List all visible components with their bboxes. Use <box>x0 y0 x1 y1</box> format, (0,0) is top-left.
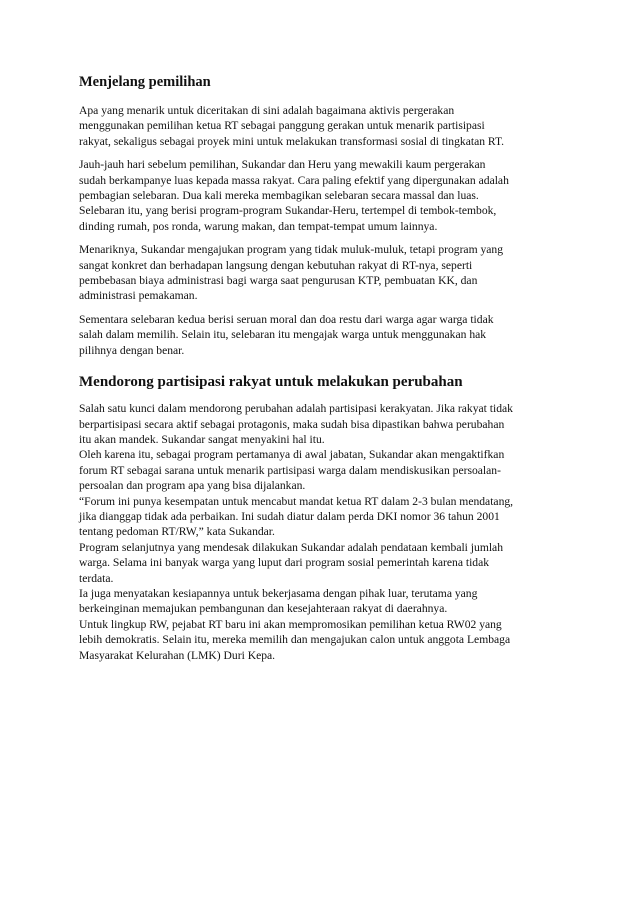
text-line: berkeinginan memajukan pembangunan dan kesejahteraan rakyat di daerahnya. <box>79 602 448 616</box>
text-line: Masyarakat Kelurahan (LMK) Duri Kepa. <box>79 648 276 662</box>
text-line: jika dianggap tidak ada perbaikan. Ini sudah diatur dalam perda DKI nomor 36 tahun 2001 <box>79 509 500 523</box>
paragraph <box>79 103 564 149</box>
text-line: administrasi pemakaman. <box>79 289 198 303</box>
document-page <box>79 72 564 663</box>
text-line: Jauh-jauh hari sebelum pemilihan, Sukandar dan Heru yang mewakili kaum pergerakan <box>79 158 486 172</box>
paragraph <box>79 242 564 304</box>
text-line: “Forum ini punya kesempatan untuk mencabut mandat ketua RT dalam 2-3 bulan mendatang, <box>79 494 514 508</box>
text-line: dinding rumah, pos ronda, warung makan, dan tempat-tempat umum lainnya. <box>79 219 438 233</box>
text-line: menggunakan pemilihan ketua RT sebagai panggung gerakan untuk menarik partisipasi <box>79 119 485 133</box>
text-line: berpartisipasi secara aktif sebagai protagonis, maka sudah bisa dipastikan bahwa perubahan <box>79 417 505 431</box>
text-line: persoalan dan program apa yang bisa dijalankan. <box>79 479 306 493</box>
text-line: pembebasan biaya administrasi bagi warga saat pengurusan KTP, pembuatan KK, dan <box>79 274 478 288</box>
section2-body <box>79 401 564 663</box>
text-line: Apa yang menarik untuk diceritakan di sini adalah bagaimana aktivis pergerakan <box>79 104 455 117</box>
text-line: Selebaran itu, yang berisi program-program Sukandar-Heru, tertempel di tembok-tembok, <box>79 204 497 218</box>
section-heading-mendorong-partisipasi: Mendorong partisipasi rakyat untuk melakukan perubahan <box>79 374 463 391</box>
text-line: Untuk lingkup RW, pejabat RT baru ini akan mempromosikan pemilihan ketua RW02 yang <box>79 617 502 631</box>
text-line: Oleh karena itu, sebagai program pertamanya di awal jabatan, Sukandar akan mengaktifkan <box>79 448 505 462</box>
paragraph <box>79 447 564 493</box>
text-line: terdata. <box>79 571 114 585</box>
paragraph <box>79 586 564 617</box>
text-line: Menariknya, Sukandar mengajukan program yang tidak muluk-muluk, tetapi program yang <box>79 243 504 257</box>
text-line: rakyat, sekaligus sebagai proyek mini untuk melakukan transformasi sosial di tingkatan RT. <box>79 134 505 148</box>
text-line: Salah satu kunci dalam mendorong perubahan adalah partisipasi kerakyatan. Jika rakyat tidak <box>79 402 513 416</box>
paragraph <box>79 617 564 663</box>
text-line: lebih demokratis. Selain itu, mereka memilih dan mengajukan calon untuk anggota Lembaga <box>79 633 511 647</box>
text-line: pilihnya dengan benar. <box>79 343 185 357</box>
paragraph <box>79 494 564 540</box>
paragraph <box>79 312 564 358</box>
paragraph <box>79 540 564 586</box>
text-line: Ia juga menyatakan kesiapannya untuk bekerjasama dengan pihak luar, terutama yang <box>79 586 478 600</box>
text-line: salah dalam memilih. Selain itu, selebaran itu mengajak warga untuk menggunakan hak <box>79 328 487 342</box>
paragraph <box>79 157 564 234</box>
text-line: sudah berkampanye luas kepada massa rakyat. Cara paling efektif yang dipergunakan adalah <box>79 173 509 187</box>
text-line: warga. Selama ini banyak warga yang luput dari program sosial pemerintah karena tidak <box>79 556 490 570</box>
text-line: sangat konkret dan berhadapan langsung dengan kebutuhan rakyat di RT-nya, seperti <box>79 258 473 272</box>
text-line: tentang pedoman RT/RW,” kata Sukandar. <box>79 525 275 539</box>
text-line: Program selanjutnya yang mendesak dilakukan Sukandar adalah pendataan kembali jumlah <box>79 540 504 554</box>
text-line: itu akan mandek. Sukandar sangat menyakini hal itu. <box>79 432 325 446</box>
text-line: Sementara selebaran kedua berisi seruan moral dan doa restu dari warga agar warga tidak <box>79 312 494 326</box>
paragraph <box>79 401 564 447</box>
section-heading-menjelang-pemilihan: Menjelang pemilihan <box>79 74 211 90</box>
section1-body <box>79 103 564 358</box>
text-line: forum RT sebagai sarana untuk menarik partisipasi warga dalam mendiskusikan persoalan- <box>79 463 501 477</box>
text-line: pembagian selebaran. Dua kali mereka membagikan selebaran secara massal dan luas. <box>79 189 479 203</box>
